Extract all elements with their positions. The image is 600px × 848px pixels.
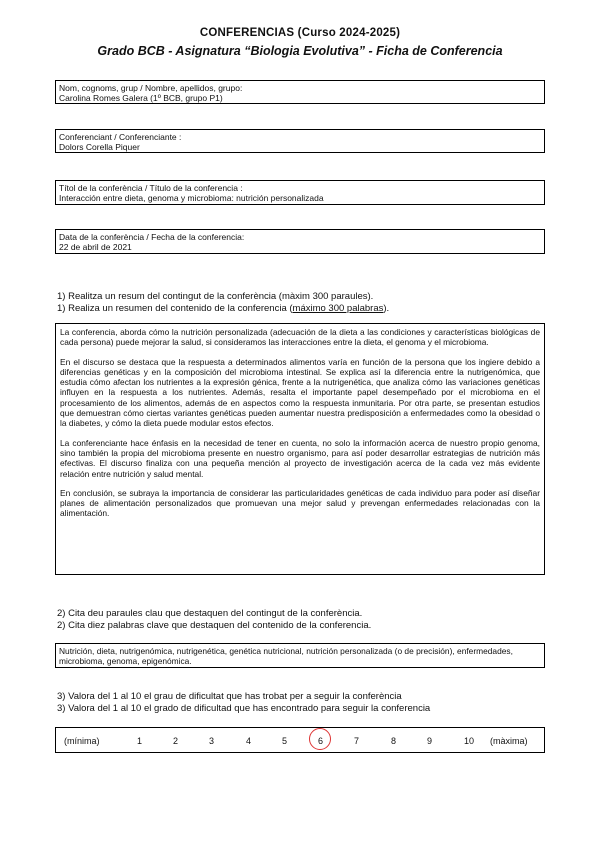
scale-option-8[interactable]: 8	[391, 736, 397, 746]
scale-option-10[interactable]: 10	[464, 736, 475, 746]
date-value: 22 de abril de 2021	[59, 242, 132, 252]
document-subtitle: Grado BCB - Asignatura “Biologia Evolutiva” - Ficha de Conferencia	[97, 44, 503, 58]
difficulty-scale	[55, 727, 545, 753]
selected-rating-circle-icon	[309, 728, 331, 750]
scale-option-4[interactable]: 4	[246, 736, 252, 746]
q2-prompt-es: 2) Cita diez palabras clave que destaquen del contenido de la conferencia.	[57, 620, 372, 631]
talk-title-field[interactable]	[55, 180, 545, 205]
scale-option-7[interactable]: 7	[354, 736, 360, 746]
talk-title-value: Interacción entre dieta, genoma y microbioma: nutrición personalizada	[59, 193, 324, 203]
q1-es-suffix: ).	[383, 303, 390, 314]
summary-paragraph: La conferencia, aborda cómo la nutrición personalizada (adecuación de la dieta a las condiciones y características biológicas de cada persona) puede mejorar la salud, si consideramos las interacciones entre la dieta, el genoma y el microbioma.	[60, 327, 540, 348]
date-label: Data de la conferència / Fecha de la conferencia:	[59, 232, 245, 242]
date-field[interactable]	[55, 229, 545, 254]
summary-paragraph: En conclusión, se subraya la importancia de considerar las particularidades genéticas de cada individuo para poder así diseñar planes de alimentación personalizados que promuevan una mejor salud y prevengan enfermedades relacionadas con la alimentación.	[60, 487, 540, 519]
scale-option-3[interactable]: 3	[209, 736, 215, 746]
speaker-value: Dolors Corella Piquer	[59, 142, 140, 152]
speaker-field[interactable]	[55, 129, 545, 153]
name-value: Carolina Romes Galera (1º BCB, grupo P1)	[59, 93, 223, 103]
summary-paragraph: En el discurso se destaca que la respuesta a determinados alimentos varía en función de la persona que los ingiere debido a diferencias genéticas y en la composición del microbioma intestinal. Se explica así la diferencia entre la nutrigenómica, que estudia cómo afectan los nutrientes a la expresión génica, frente a la nutrigenética, que analiza cómo las variaciones genéticas influyen en la respuesta a los nutrientes. Además, resalta el importante papel desempeñado por el microbioma en el procesamiento de los alimentos, además de en aspectos como la respuesta inmunitaria. Por otra parte, se presentan estudios que demuestran cómo ciertas variantes genéticas pueden aumentar nuestra predisposición a enfermedades como la obesidad o la diabetes, y cómo la dieta puede modular estos efectos.	[60, 356, 540, 429]
scale-option-2[interactable]: 2	[173, 736, 179, 746]
scale-min-label: (mínima)	[64, 736, 100, 746]
q3-prompt-ca: 3) Valora del 1 al 10 el grau de dificultat que has trobat per a seguir la conferència	[57, 691, 402, 702]
document-title: CONFERENCIAS (Curso 2024-2025)	[199, 27, 401, 39]
scale-option-6[interactable]: 6	[318, 736, 324, 746]
scale-option-5[interactable]: 5	[282, 736, 288, 746]
scale-option-9[interactable]: 9	[427, 736, 433, 746]
name-label: Nom, cognoms, grup / Nombre, apellidos, grupo:	[59, 83, 243, 93]
scale-max-label: (màxima)	[490, 736, 528, 746]
q2-prompt-ca: 2) Cita deu paraules clau que destaquen del contingut de la conferència.	[57, 608, 363, 619]
q3-prompt-es: 3) Valora del 1 al 10 el grado de dificultad que has encontrado para seguir la conferencia	[57, 703, 431, 714]
q1-prompt-ca: 1) Realitza un resum del contingut de la conferència (màxim 300 paraules).	[57, 291, 374, 302]
q1-es-underline: máximo 300 palabras	[292, 303, 384, 314]
scale-option-1[interactable]: 1	[137, 736, 143, 746]
speaker-label: Conferenciant / Conferenciante :	[59, 132, 182, 142]
summary-answer-box[interactable]	[55, 323, 545, 575]
name-field[interactable]	[55, 80, 545, 104]
summary-paragraph: La conferenciante hace énfasis en la necesidad de tener en cuenta, no solo la información acerca de nuestro propio genoma, sino también la propia del microbioma presente en nuestro organismo, para así poder desarrollar estrategias de nutrición más efectivas. El discurso finaliza con una pequeña mención al proyecto de investigación acerca de la cada vez más evidente relación entre nutrición y salud mental.	[60, 437, 540, 479]
q1-prompt-es	[57, 303, 389, 314]
talk-title-label: Títol de la conferència / Título de la conferencia :	[59, 183, 243, 193]
q1-es-prefix: 1) Realiza un resumen del contenido de la conferencia (	[57, 303, 293, 314]
keywords-answer-box[interactable]: Nutrición, dieta, nutrigenómica, nutrigenética, genética nutricional, nutrición personalizada (o de precisión), enfermedades, microbioma, genoma, epigenómica.	[55, 643, 545, 668]
